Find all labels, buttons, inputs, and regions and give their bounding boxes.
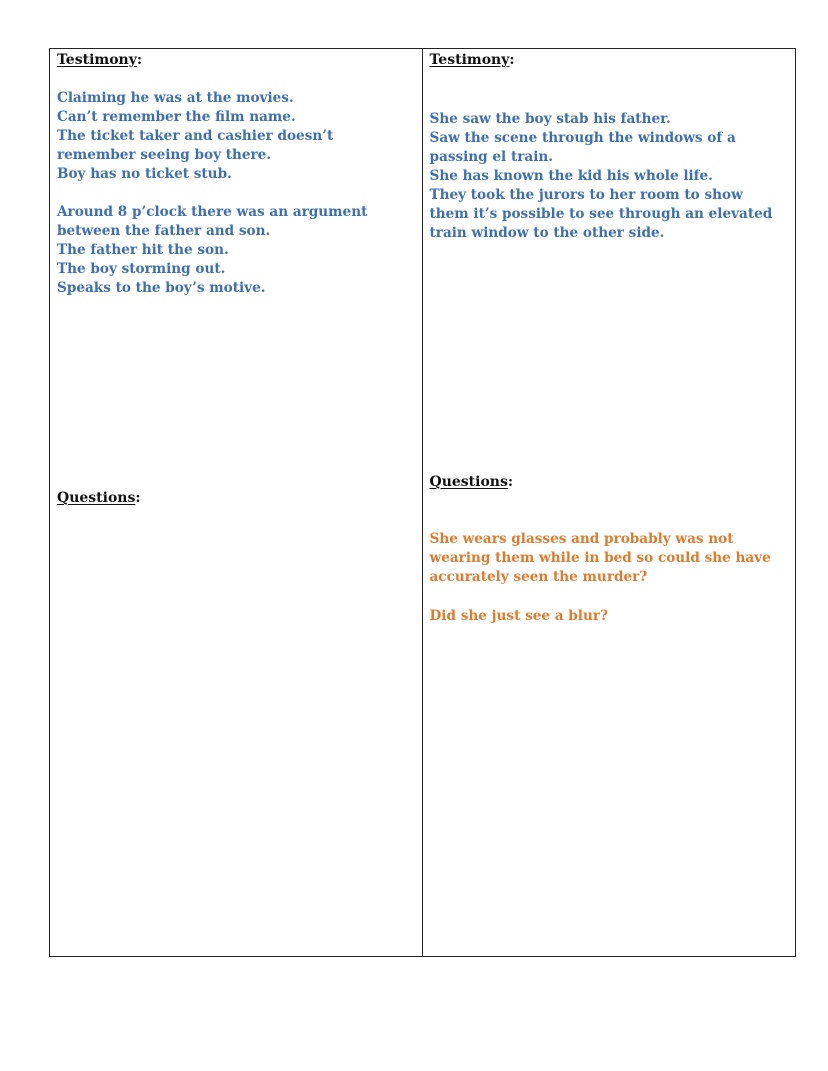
text-line: passing el train. [429,149,553,165]
text-line: She saw the boy stab his father. [429,111,671,127]
text-line: remember seeing boy there. [57,147,272,163]
text-line: Can’t remember the film name. [57,109,296,125]
text-line: wearing them while in bed so could she have [429,550,771,566]
text-line: them it’s possible to see through an elevated [429,206,773,222]
text-line: Speaks to the boy’s motive. [57,280,266,296]
testimony-heading-left: Testimony: [57,52,143,68]
testimony-heading-right: Testimony: [429,52,515,68]
questions-list-right-1 [430,530,792,587]
questions-list-right-2 [430,607,792,626]
right-column [423,49,796,956]
text-line: Claiming he was at the movies. [57,90,294,106]
questions-heading-right: Questions: [429,474,514,490]
left-column [50,49,423,956]
text-line: between the father and son. [57,223,271,239]
text-line: The ticket taker and cashier doesn’t [57,128,334,144]
testimony-list-right-1 [430,110,792,243]
text-line: They took the jurors to her room to show [429,187,743,203]
questions-heading-left: Questions: [57,490,141,506]
text-line: accurately seen the murder? [429,569,648,585]
testimony-list-left-2 [57,203,418,298]
text-line: train window to the other side. [429,225,665,241]
text-line: The boy storming out. [57,261,226,277]
text-line: Did she just see a blur? [429,608,608,624]
text-line: Boy has no ticket stub. [57,166,232,182]
text-line: The father hit the son. [57,242,229,258]
testimony-list-left-1 [57,89,418,184]
text-line: Saw the scene through the windows of a [429,130,736,146]
text-line: Around 8 p’clock there was an argument [57,204,368,220]
notes-table [49,48,796,957]
text-line: She has known the kid his whole life. [429,168,713,184]
text-line: She wears glasses and probably was not [429,531,734,547]
